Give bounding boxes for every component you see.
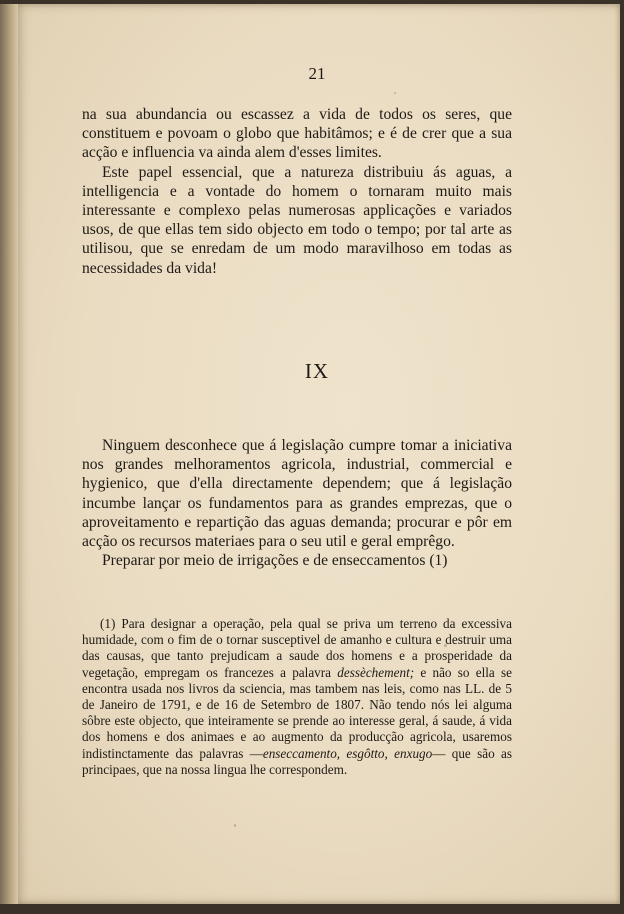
footnote: [82, 616, 512, 778]
paragraph-continued: na sua abundancia ou escassez a vida de todos os seres, que constituem e povoam o globo que habitâmos; e é de crer que a sua acção e influencia va ainda alem d'esses limites.: [82, 106, 512, 162]
footnote-term: dessèchement;: [337, 664, 415, 680]
book-binding-edge: [0, 4, 18, 904]
footnote-text: [82, 616, 512, 778]
text-block-bottom: [82, 436, 512, 570]
page-number: 21: [308, 64, 326, 83]
book-page: [14, 4, 620, 904]
footnote-part: — que são as principaes, que na nossa lingua lhe correspondem.: [82, 745, 512, 777]
paragraph: Preparar por meio de irrigações e de enseccamentos (1): [102, 552, 448, 570]
footnote-part: e não so ella se encontra usada nos livros da sciencia, mas tambem nas leis, como nas LL. de 5 de Janeiro de 1791, e de 16 de Setembro de 1807. Não tendo nós lei alguma sôbre este objecto, que inteiramente se prende ao interesse geral, á saude, á vida dos homens e dos animaes e ao augmento da producção agricola, usaremos indistinctamente das palavras —: [82, 664, 512, 761]
footnote-term: enseccamento, esgôtto, enxugo: [262, 745, 433, 761]
text-block-top: [82, 105, 512, 278]
paper-fleck: [234, 824, 236, 827]
footnote-part: (1) Para designar a operação, pela qual se priva um terreno da excessiva humidade, com o fim de o tornar susceptivel de amanho e cultura e destruir uma das causas, que tanto prejudicam a saude dos homens e a prosperidade da vegetação, empregam os francezes a palavra: [82, 616, 512, 680]
paper-fleck: [394, 92, 396, 94]
section-heading: IX: [304, 359, 330, 383]
paragraph: Este papel essencial, que a natureza distribuiu ás aguas, a intelligencia e a vontade do homem o tornaram muito mais interessante e complexo pelas numerosas applicações e variados usos, de que ellas tem sido objecto em todo o tempo; por tal arte as utilisou, que se enredam de um modo maravilhoso em todas as necessidades da vida!: [82, 163, 512, 277]
paragraph: Ninguem desconhece que á legislação cumpre tomar a iniciativa nos grandes melhoramentos agricola, industrial, commercial e hygienico, que d'ella directamente dependem; que á legislação incumbe lançar os fundamentos para as grandes emprezas, que o aproveitamento e repartição das aguas demanda; procurar e pôr em acção os recursos materiaes para o seu util e geral emprêgo.: [82, 437, 512, 551]
